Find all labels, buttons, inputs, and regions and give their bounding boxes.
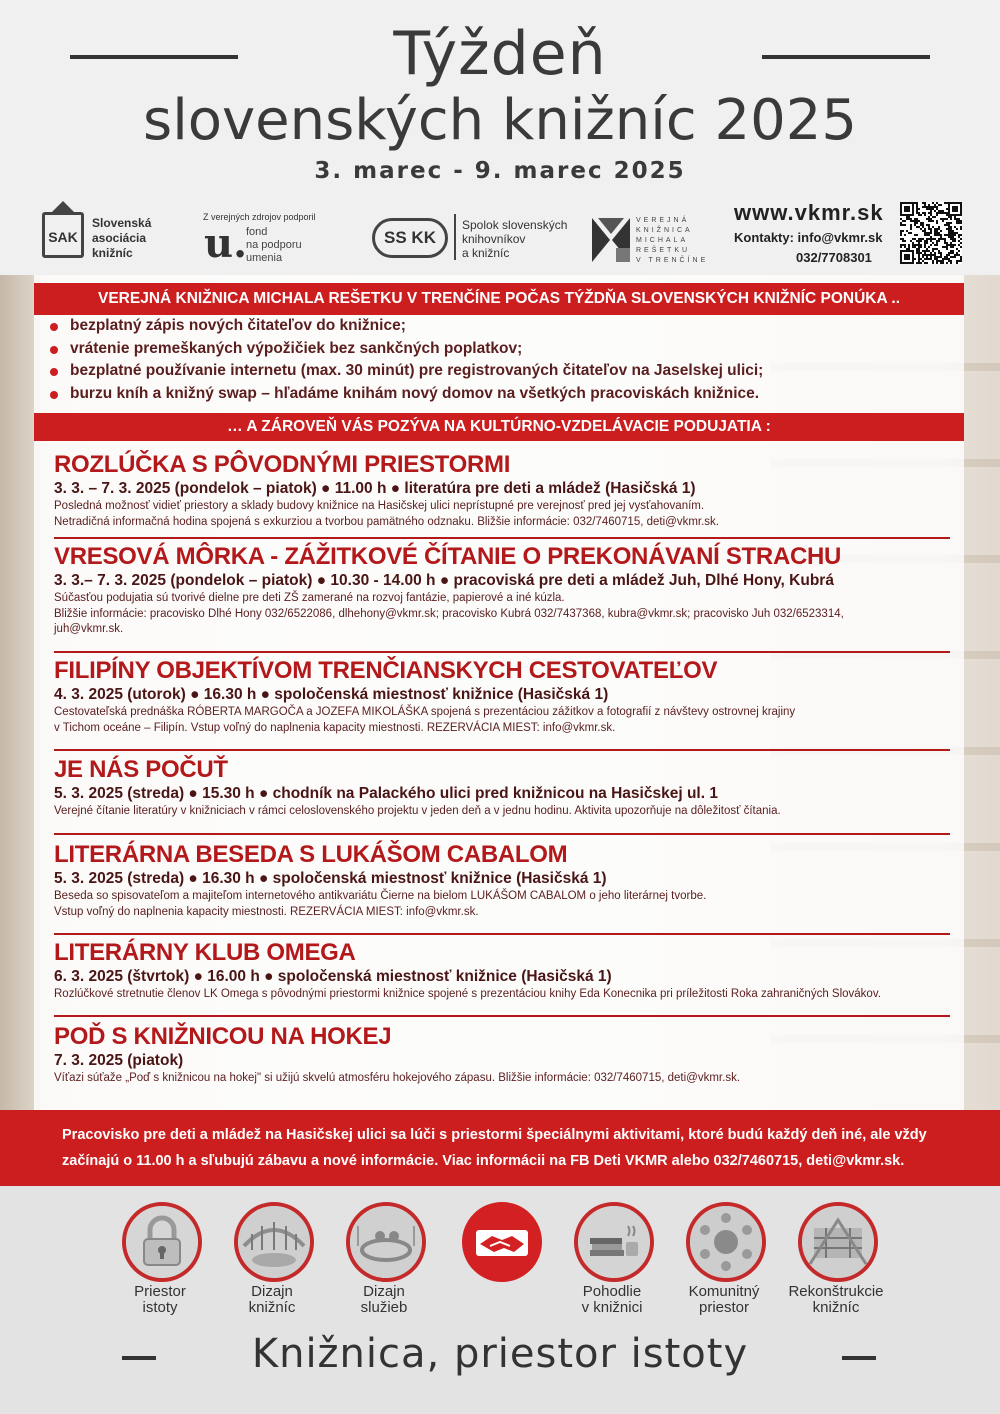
notice-line: Pracovisko pre deti a mládež na Hasičskej ulici sa lúči s priestormi špeciálnymi aktivitami, ktoré budú každý deň iné, ale vždy	[62, 1127, 927, 1143]
event-je-nas-pocut	[54, 756, 954, 820]
pillar-label: Pohodlie v knižnici	[581, 1283, 643, 1316]
offer-heading: VEREJNÁ KNIŽNICA MICHALA REŠETKU V TRENČÍNE POČAS TÝŽDŇA SLOVENSKÝCH KNIŽNÍC PONÚKA ..	[34, 283, 964, 315]
event-title: FILIPÍNY OBJEKTÍVOM TRENČIANSKYCH CESTOVATEĽOV	[54, 657, 718, 684]
sskk-logo-icon: SS KK	[372, 218, 448, 258]
slogan: Knižnica, priestor istoty	[251, 1331, 749, 1377]
event-title: POĎ S KNIŽNICOU NA HOKEJ	[54, 1023, 392, 1050]
event-divider	[54, 749, 950, 751]
invite-heading: … A ZÁROVEŇ VÁS POZÝVA NA KULTÚRNO-VZDELÁVACIE PODUJATIA :	[34, 413, 964, 441]
event-filipiny	[54, 657, 954, 736]
event-klub-omega	[54, 939, 954, 1003]
fund-logo-icon: u.	[204, 220, 248, 267]
children-department-notice	[0, 1110, 1000, 1186]
offer-item: bezplatný zápis nových čitateľov do knižnice;	[48, 315, 763, 338]
event-when: 3. 3.– 7. 3. 2025 (pondelok – piatok) ● 10.30 - 14.00 h ● pracoviská pre deti a mládež Juh, Dlhé Hony, Kubrá	[54, 572, 834, 589]
handshake-icon	[462, 1202, 542, 1282]
qr-code-icon[interactable]	[900, 202, 962, 264]
contact-email[interactable]: Kontakty: info@vkmr.sk	[734, 230, 883, 245]
event-title: LITERÁRNA BESEDA S LUKÁŠOM CABALOM	[54, 841, 568, 868]
event-when: 5. 3. 2025 (streda) ● 16.30 h ● spoločenská miestnosť knižnice (Hasičská 1)	[54, 870, 607, 887]
sak-logo-text: Slovenská asociácia knižníc	[92, 216, 152, 260]
pillar-label: Komunitný priestor	[688, 1283, 760, 1316]
pillar-label: Priestor istoty	[134, 1283, 186, 1316]
event-desc: Bližšie informácie: pracovisko Dlhé Hony 032/6522086, dlhehony@vkmr.sk; pracovisko Kubrá 032/7437368, kubra@vkmr.sk; pracovisko Juh 032/6523314,	[54, 607, 844, 620]
fund-support-note: Z verejných zdrojov podporil	[203, 212, 316, 222]
title-line-2: slovenských knižníc 2025	[143, 88, 857, 153]
event-divider	[54, 1015, 950, 1017]
contact-phone: 032/7708301	[796, 250, 872, 265]
event-title: ROZLÚČKA S PÔVODNÝMI PRIESTORMI	[54, 451, 511, 478]
event-vresova-morka	[54, 543, 954, 638]
event-dates: 3. marec - 9. marec 2025	[314, 158, 686, 184]
website-link[interactable]: www.vkmr.sk	[734, 200, 884, 225]
event-desc: Posledná možnosť vidieť priestory a sklady budovy knižnice na Hasičskej ulici neprístupné pre verejnosť pred jej vysťahovaním.	[54, 500, 705, 512]
event-when: 5. 3. 2025 (streda) ● 15.30 h ● chodník na Palackého ulici pred knižnicou na Hasičskej ul. 1	[54, 785, 718, 802]
event-desc: Beseda so spisovateľom a majiteľom internetového antikvariátu Čierne na bielom LUKÁŠOM CABALOM o jeho literárnej tvorbe.	[54, 890, 707, 902]
event-when: 3. 3. – 7. 3. 2025 (pondelok – piatok) ● 11.00 h ● literatúra pre deti a mládež (Hasičská 1)	[54, 480, 696, 497]
event-desc: Netradičná informačná hodina spojená s exkurziou a tvorbou pamätného odznaku. Bližšie informácie: 032/7460715, deti@vkmr.sk.	[54, 515, 719, 528]
event-desc: Súčasťou podujatia sú tvorivé dielne pre deti ZŠ zamerané na rozvoj fantázie, papierové a iné kúzla.	[54, 592, 565, 604]
event-beseda-cabal	[54, 841, 954, 920]
vkmr-logo-text: VEREJNÁ KNIŽNICA MICHALA REŠETKU V TRENČÍNE	[636, 217, 709, 264]
books-coffee-icon	[574, 1202, 654, 1282]
event-desc: Víťazi súťaže „Poď s knižnicou na hokej" si užijú skvelú atmosféru hokejového zápasu. Bližšie informácie: 032/7460715, deti@vkmr.sk.	[54, 1072, 741, 1084]
offer-list	[48, 315, 763, 405]
sskk-logo-text: Spolok slovenských knihovníkov a knižníc	[462, 218, 568, 260]
event-when: 7. 3. 2025 (piatok)	[54, 1052, 184, 1069]
sak-logo-icon: SAK	[42, 212, 84, 258]
event-divider	[54, 537, 950, 539]
event-desc: Rozlúčkové stretnutie členov LK Omega s pôvodnými priestormi knižnice spojené s prezentáciou knihy Eda Konecnika pri príležitosti Roka zahraničných Slovákov.	[54, 988, 881, 1000]
event-desc: Vstup voľný do naplnenia kapacity miestnosti. REZERVÁCIA MIEST: info@vkmr.sk.	[54, 905, 479, 918]
offer-item: burzu kníh a knižný swap – hľadáme knihám nový domov na všetkých pracoviskách knižnice.	[48, 383, 763, 406]
renovation-icon	[798, 1202, 878, 1282]
sskk-divider	[454, 214, 456, 260]
event-when: 6. 3. 2025 (štvrtok) ● 16.00 h ● spoločenská miestnosť knižnice (Hasičská 1)	[54, 968, 612, 985]
pillar-label: Dizajn knižníc	[248, 1283, 296, 1316]
event-title: JE NÁS POČUŤ	[54, 756, 228, 783]
offer-item: bezplatné používanie internetu (max. 30 minút) pre registrovaných čitateľov na Jaselskej ulici;	[48, 360, 763, 383]
program-content	[34, 275, 964, 1110]
program-panel	[0, 275, 1000, 1110]
fund-logo-text: fond na podporu umenia	[246, 226, 302, 264]
pillars-strip	[0, 1186, 1000, 1414]
event-title: LITERÁRNY KLUB OMEGA	[54, 939, 356, 966]
event-hokej	[54, 1023, 954, 1087]
event-divider	[54, 651, 950, 653]
event-desc: v Tichom oceáne – Filipín. Vstup voľný do naplnenia kapacity miestnosti. REZERVÁCIA MIEST: info@vkmr.sk.	[54, 721, 616, 734]
title-line-1: Týždeň	[393, 19, 607, 89]
event-desc: juh@vkmr.sk.	[54, 623, 124, 635]
event-title: VRESOVÁ MÔRKA - ZÁŽITKOVÉ ČÍTANIE O PREKONÁVANÍ STRACHU	[54, 543, 842, 570]
poster-header	[0, 0, 1000, 275]
pillar-label: Rekonštrukcie knižníc	[788, 1283, 884, 1316]
event-desc: Cestovateľská prednáška RÓBERTA MARGOČA a JOZEFA MIKOLÁŠKA spojená s prezentáciou zážitkov a fotografií z návštevy ostrovnej krajiny	[54, 706, 796, 718]
offer-item: vrátenie premeškaných výpožičiek bez sankčných poplatkov;	[48, 338, 763, 361]
service-desk-icon	[346, 1202, 426, 1282]
event-farewell	[54, 451, 954, 530]
event-desc: Verejné čítanie literatúry v knižniciach v rámci celoslovenského projektu v jeden deň a v jednu hodinu. Aktivita upozorňuje na dôležitosť čítania.	[54, 805, 781, 817]
event-divider	[54, 833, 950, 835]
event-divider	[54, 933, 950, 935]
community-icon	[686, 1202, 766, 1282]
pillar-label: Dizajn služieb	[360, 1283, 408, 1316]
event-when: 4. 3. 2025 (utorok) ● 16.30 h ● spoločenská miestnosť knižnice (Hasičská 1)	[54, 686, 609, 703]
library-room-icon	[234, 1202, 314, 1282]
vkmr-logo-icon	[592, 218, 630, 262]
padlock-icon	[122, 1202, 202, 1282]
notice-line: začínajú o 11.00 h a sľubujú zábavu a nové informácie. Viac informácii na FB Deti VKMR alebo 032/7460715, deti@vkmr.sk.	[62, 1153, 905, 1169]
